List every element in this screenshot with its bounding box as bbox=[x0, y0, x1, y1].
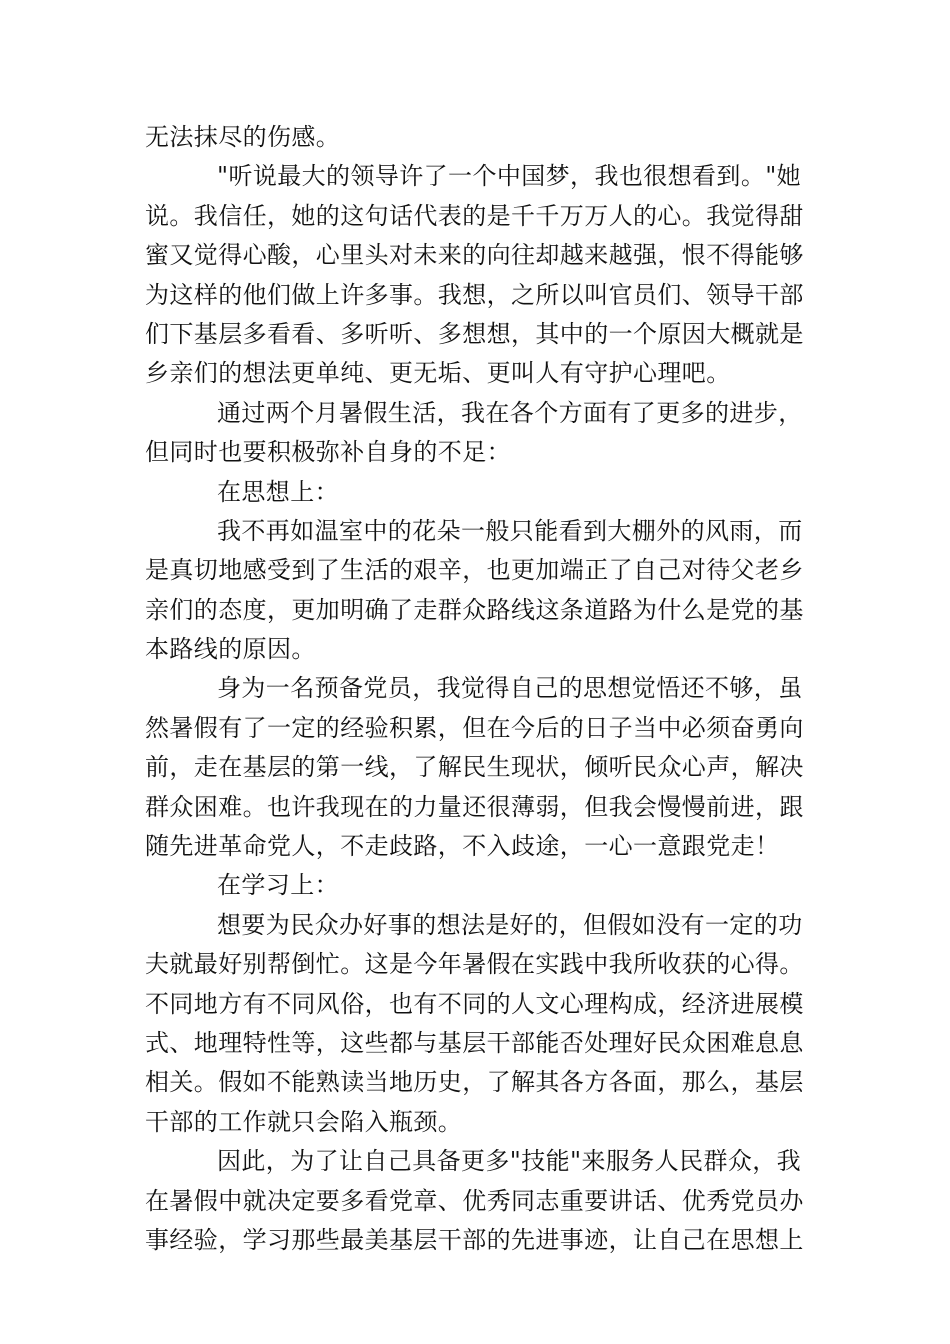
paragraph-first-line: "听说最大的领导许了一个中国梦，我也很想看到。"她 bbox=[217, 162, 802, 191]
paragraph-first-line: 想要为民众办好事的想法是好的，但假如没有一定的功 bbox=[217, 910, 803, 939]
paragraph-first-line: 通过两个月暑假生活，我在各个方面有了更多的进步， bbox=[217, 398, 803, 427]
text-line: 亲们的态度，更加明确了走群众路线这条道路为什么是党的基 bbox=[145, 595, 804, 624]
text-line: 群众困难。也许我现在的力量还很薄弱，但我会慢慢前进，跟 bbox=[145, 792, 804, 821]
text-line: 但同时也要积极弥补自身的不足： bbox=[145, 438, 511, 467]
document-body bbox=[145, 118, 804, 1260]
text-line: 们下基层多看看、多听听、多想想，其中的一个原因大概就是 bbox=[145, 319, 804, 348]
text-line: 前，走在基层的第一线，了解民生现状，倾听民众心声，解决 bbox=[145, 753, 804, 782]
paragraph-first-line: 因此，为了让自己具备更多"技能"来服务人民群众，我 bbox=[217, 1147, 802, 1176]
text-line: 为这样的他们做上许多事。我想，之所以叫官员们、领导干部 bbox=[145, 280, 804, 309]
text-line: 是真切地感受到了生活的艰辛，也更加端正了自己对待父老乡 bbox=[145, 556, 804, 585]
text-line: 乡亲们的想法更单纯、更无垢、更叫人有守护心理吧。 bbox=[145, 359, 731, 388]
text-line: 然暑假有了一定的经验积累，但在今后的日子当中必须奋勇向 bbox=[145, 713, 804, 742]
section-heading: 在学习上： bbox=[217, 871, 339, 900]
text-line: 式、地理特性等，这些都与基层干部能否处理好民众困难息息 bbox=[145, 1028, 804, 1057]
text-line: 相关。假如不能熟读当地历史，了解其各方各面，那么，基层 bbox=[145, 1068, 804, 1097]
text-line: 说。我信任，她的这句话代表的是千千万万人的心。我觉得甜 bbox=[145, 201, 804, 230]
text-line: 不同地方有不同风俗，也有不同的人文心理构成，经济进展模 bbox=[145, 989, 804, 1018]
text-line: 本路线的原因。 bbox=[145, 635, 316, 664]
text-line: 夫就最好别帮倒忙。这是今年暑假在实践中我所收获的心得。 bbox=[145, 950, 804, 979]
text-line: 随先进革命党人，不走歧路，不入歧途，一心一意跟党走！ bbox=[145, 832, 780, 861]
text-line: 干部的工作就只会陷入瓶颈。 bbox=[145, 1107, 463, 1136]
text-line: 无法抹尽的伤感。 bbox=[145, 123, 341, 151]
paragraph-first-line: 身为一名预备党员，我觉得自己的思想觉悟还不够，虽 bbox=[217, 674, 803, 703]
paragraph-first-line: 我不再如温室中的花朵一般只能看到大棚外的风雨，而 bbox=[217, 516, 803, 545]
section-heading: 在思想上： bbox=[217, 477, 339, 506]
text-line: 事经验，学习那些最美基层干部的先进事迹，让自己在思想上 bbox=[145, 1225, 804, 1254]
text-line: 蜜又觉得心酸，心里头对未来的向往却越来越强，恨不得能够 bbox=[145, 241, 804, 270]
text-line: 在暑假中就决定要多看党章、优秀同志重要讲话、优秀党员办 bbox=[145, 1186, 804, 1215]
